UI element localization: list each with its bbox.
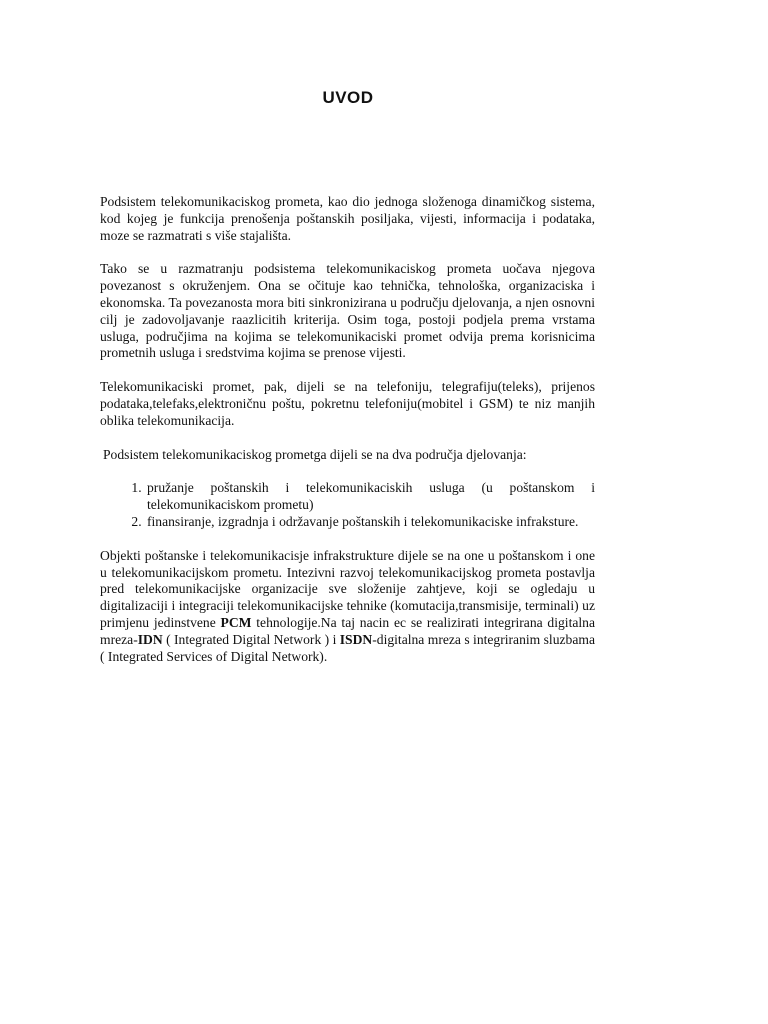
document-body [100,194,595,682]
paragraph-4: Podsistem telekomunikaciskog prometga dijeli se na dva područja djelovanja: [103,446,527,462]
page-title: UVOD [322,88,374,107]
paragraph-5-text-b: tehnologije.Na taj nacin ec se realizirati integrirana digitalna mreza- [100,614,595,647]
pcm-term: PCM [220,614,252,630]
paragraph-5-text-c: ( Integrated Digital Network ) i [162,631,340,647]
list-item: 1. pružanje poštanskih i telekomunikaciskih usluga (u poštanskom i telekomunikaciskom prometu) [145,480,595,514]
list-item: 2. finansiranje, izgradnja i održavanje poštanskih i telekomunikaciske infraksture. [145,514,595,531]
paragraph-5-text-d: -digitalna mreza s integriranim sluzbama ( Integrated Services of Digital Network). [100,631,595,664]
paragraph-3: Telekomunikaciski promet, pak, dijeli se na telefoniju, telegrafiju(teleks), prijenos podataka,telefaks,elektroničnu poštu, pokretnu telefoniju(mobitel i GSM) te niz manjih oblika telekomunikacija. [100,379,595,428]
paragraph-2: Tako se u razmatranju podsistema telekomunikaciskog prometa uočava njegova povezanost s okruženjem. Ona se očituje kao tehnička, tehnološka, organizaciska i ekonomska. Ta povezanosta mora biti sinkronizirana u području djelovanja, a njen osnovni cilj je zadovoljavanje raazlicitih kriterija. Osim toga, postoji podjela prema vrstama usluga, područjima na kojima se telekomunikaciski promet odvija prema korisnicima prometnih usluga i sredstvima kojima se prenose vijesti. [100,261,595,361]
isdn-term: ISDN [339,631,373,647]
numbered-list [100,480,595,530]
paragraph-1: Podsistem telekomunikaciskog prometa, kao dio jednoga složenoga dinamičkog sistema, kod kojeg je funkcija prenošenja poštanskih posiljaka, vijesti, informacija i podataka, moze se razmatrati s više stajališta. [100,194,595,243]
paragraph-5-text-a: Objekti poštanske i telekomunikacisje infrakstrukture dijele se na one u poštanskom i one u telekomunikacijskom prometu. Intezivni razvoj telekomunikacijskog prometa postavlja pred telekomunikacijske organizacije sve složenije zahtjeve, koji se ogledaju u digitalizaciji i integraciji telekomunikacijske tehnike (komutacija,transmisije, terminali) uz primjenu jedinstvene [100,547,595,630]
idn-term: IDN [137,631,163,647]
paragraph-5 [100,548,595,666]
